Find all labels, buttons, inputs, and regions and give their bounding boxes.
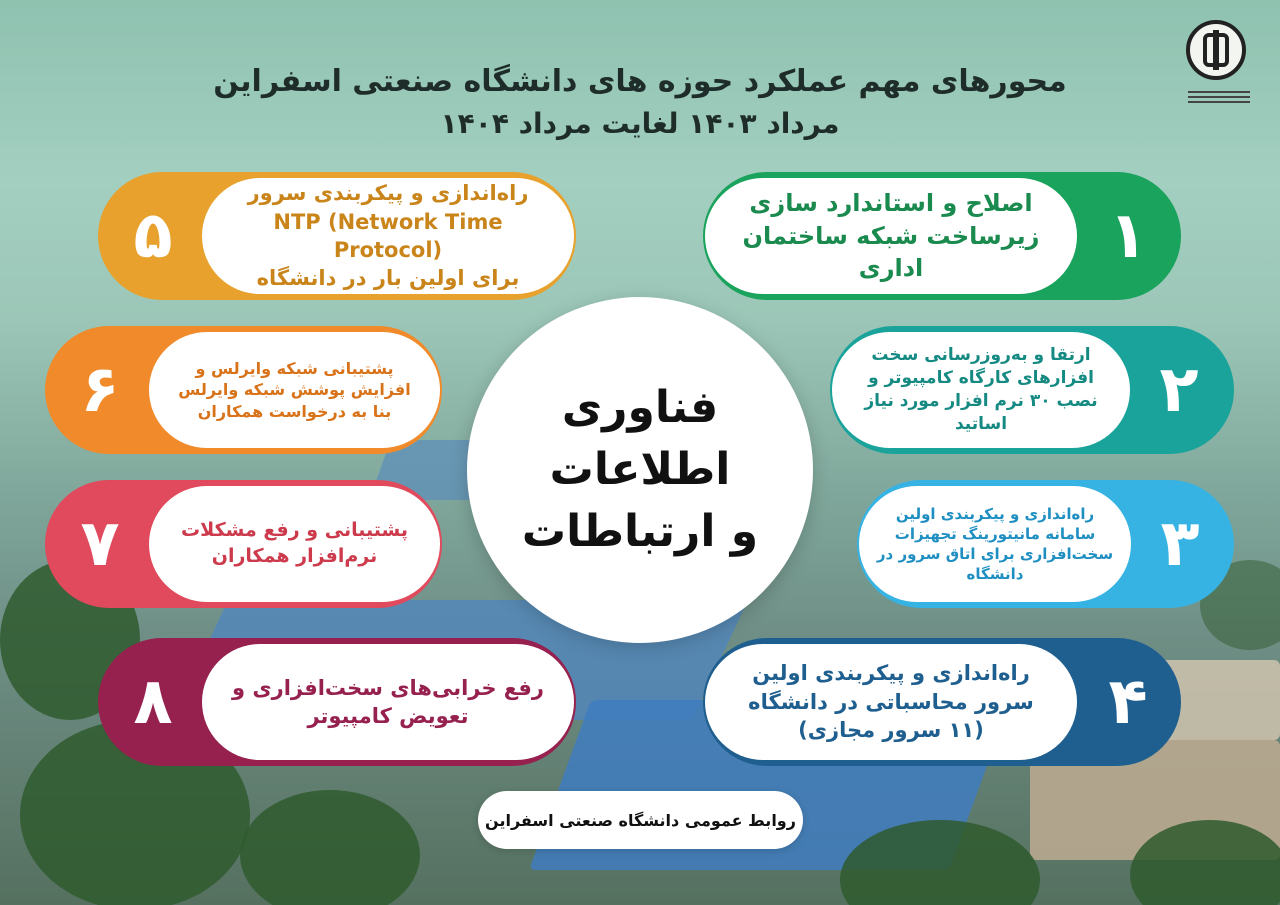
item-3-line: راه‌اندازی و پیکربندی اولین	[895, 504, 1095, 523]
item-card-3	[857, 480, 1234, 608]
item-2-box	[832, 332, 1130, 448]
item-7-line: نرم‌افزار همکاران	[211, 545, 378, 567]
item-6-box	[149, 332, 440, 448]
item-6-line: افزایش پوشش شبکه وایرلس	[178, 380, 411, 400]
item-8-line: رفع خرابی‌های سخت‌افزاری و	[232, 675, 544, 700]
item-3-line: سامانه مانیتورینگ تجهیزات	[894, 524, 1096, 543]
item-7-number: ۷	[80, 507, 120, 581]
item-card-6	[45, 326, 442, 454]
item-card-4	[703, 638, 1181, 766]
item-4-box	[705, 644, 1077, 760]
item-3-box	[859, 486, 1131, 602]
item-2-line: اساتید	[954, 413, 1008, 434]
footer-label: روابط عمومی دانشگاه صنعتی اسفراین	[485, 810, 796, 830]
item-card-7	[45, 480, 442, 608]
center-title-line: فناوری اطلاعات	[549, 382, 731, 495]
item-7-line: پشتیبانی و رفع مشکلات	[181, 519, 408, 542]
header	[0, 60, 1280, 144]
item-1-number: ۱	[1108, 199, 1148, 273]
item-7-box	[149, 486, 440, 602]
item-card-1	[703, 172, 1181, 300]
item-5-line: برای اولین بار در دانشگاه	[256, 266, 520, 291]
item-card-2	[830, 326, 1234, 454]
center-topic-circle	[467, 297, 813, 643]
footer-credit	[478, 791, 803, 849]
item-3-line: دانشگاه	[966, 565, 1024, 584]
item-2-line: ارتقا و به‌روزرسانی سخت	[871, 345, 1091, 366]
item-1-line: زیرساخت شبکه ساختمان	[742, 221, 1040, 250]
item-1-line: اصلاح و استاندارد سازی	[749, 189, 1033, 218]
page-subtitle: مرداد ۱۴۰۳ لغایت مرداد ۱۴۰۴	[440, 107, 840, 140]
item-4-line: سرور محاسباتی در دانشگاه	[748, 689, 1034, 714]
item-2-line: افزارهای کارگاه کامپیوتر و	[868, 368, 1094, 389]
center-title-line: و ارتباطات	[521, 506, 759, 557]
item-2-line: نصب ۳۰ نرم افزار مورد نیاز	[864, 391, 1098, 411]
item-5-box	[202, 178, 574, 294]
item-8-line: تعویض کامپیوتر	[307, 704, 469, 728]
item-1-line: اداری	[858, 254, 924, 283]
item-8-number: ۸	[133, 665, 173, 739]
item-8-box	[202, 644, 574, 760]
page-title: محورهای مهم عملکرد حوزه های دانشگاه صنعتی اسفراین	[213, 64, 1067, 99]
item-card-5	[98, 172, 576, 300]
item-3-number: ۳	[1160, 507, 1200, 581]
item-card-8	[98, 638, 576, 766]
item-6-line: بنا به درخواست همکاران	[197, 401, 392, 421]
item-1-box	[705, 178, 1077, 294]
item-5-number: ۵	[133, 199, 173, 273]
item-2-number: ۲	[1159, 353, 1199, 427]
item-5-line: راه‌اندازی و پیکربندی سرور	[247, 181, 529, 206]
item-5-line: NTP (Network Time Protocol)	[273, 209, 503, 262]
item-6-number: ۶	[80, 353, 120, 427]
item-6-line: پشتیبانی شبکه وایرلس و	[195, 358, 394, 378]
item-4-line: (۱۱ سرور مجازی)	[798, 718, 984, 743]
item-4-line: راه‌اندازی و پیکربندی اولین	[752, 661, 1030, 686]
item-3-line: سخت‌افزاری برای اتاق سرور در	[876, 545, 1114, 563]
item-4-number: ۴	[1108, 665, 1148, 739]
